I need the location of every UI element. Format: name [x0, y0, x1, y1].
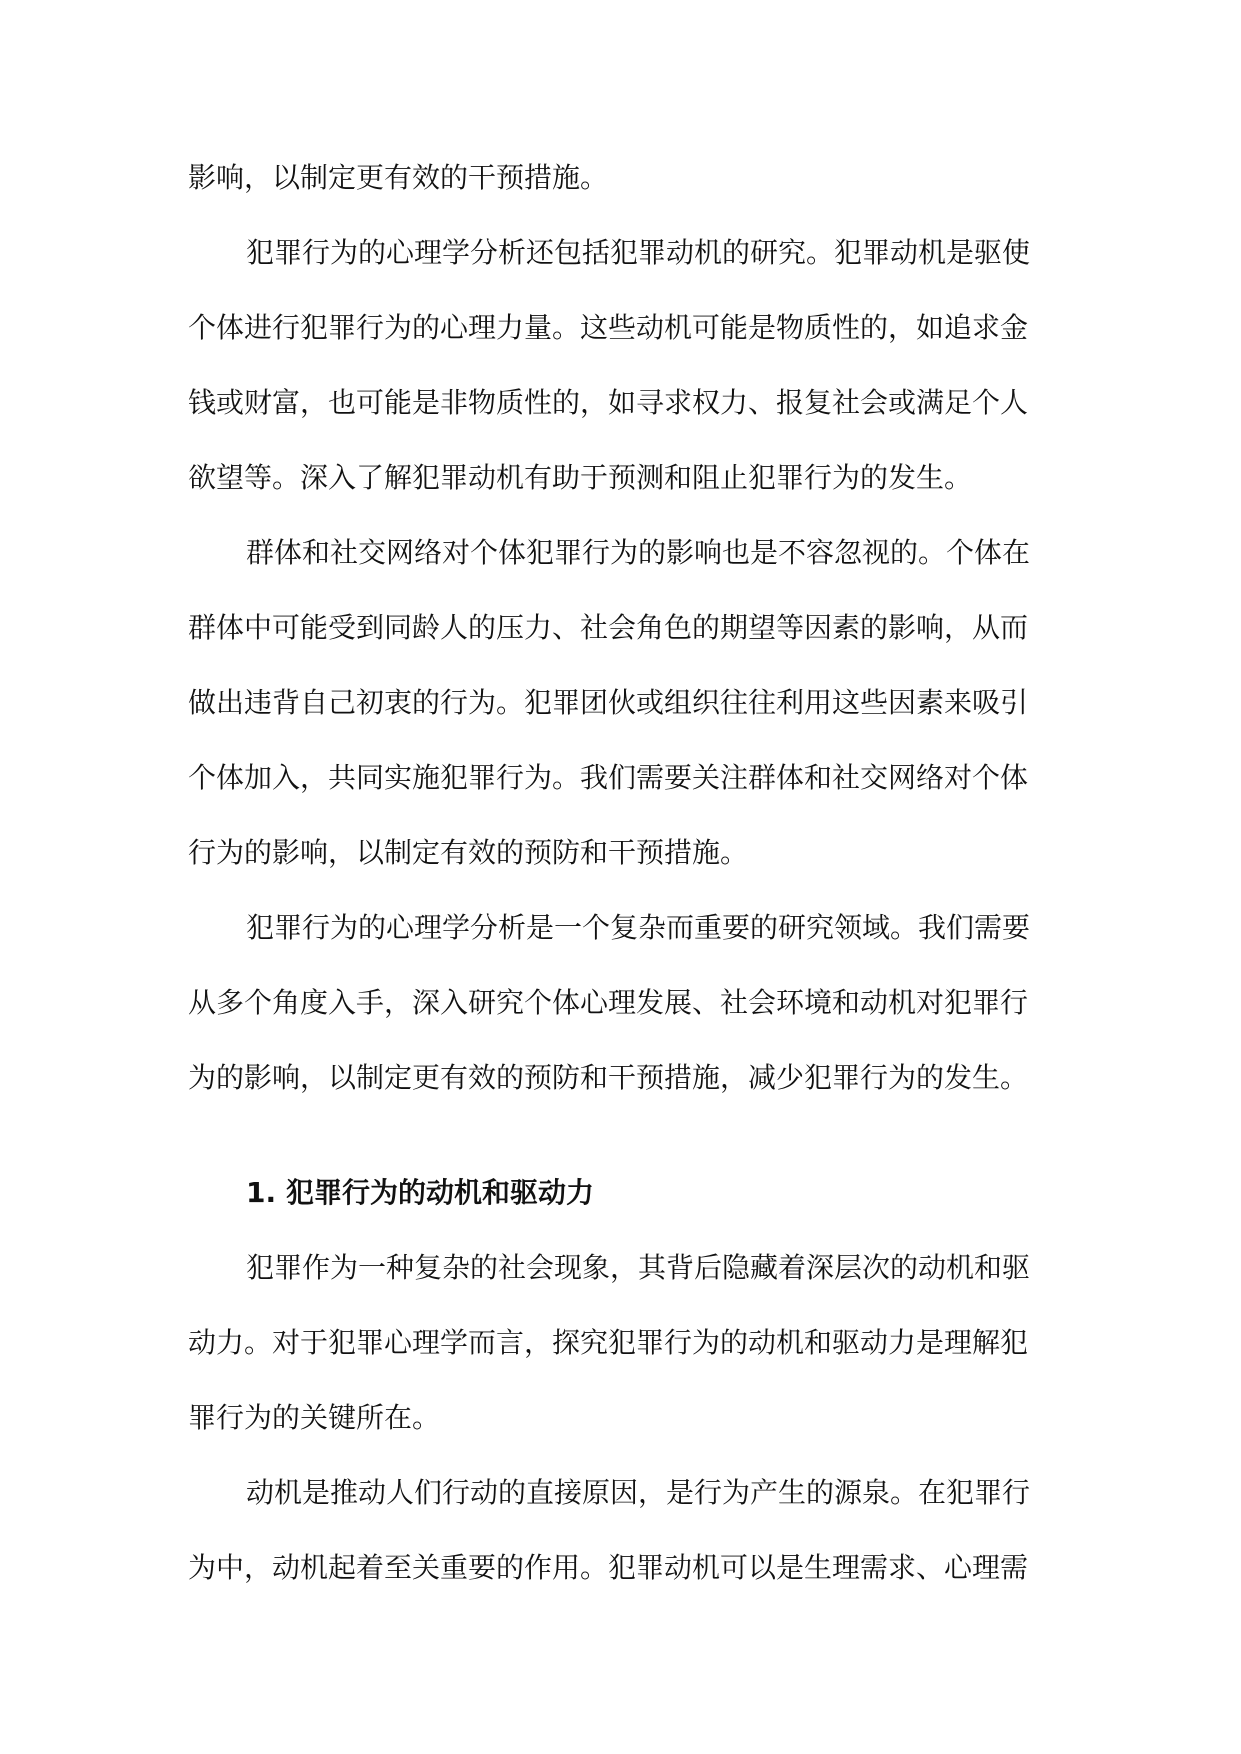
text-line: 行为的影响，以制定有效的预防和干预措施。: [188, 836, 749, 869]
section-number: 1.: [246, 1176, 277, 1209]
text-line: 钱或财富，也可能是非物质性的，如寻求权力、报复社会或满足个人: [188, 386, 1029, 419]
text-line: 个体加入，共同实施犯罪行为。我们需要关注群体和社交网络对个体: [188, 761, 1029, 794]
section-title: 犯罪行为的动机和驱动力: [286, 1176, 595, 1209]
section-heading: [246, 1155, 594, 1230]
text-line: 动力。对于犯罪心理学而言，探究犯罪行为的动机和驱动力是理解犯: [188, 1326, 1029, 1359]
text-line: 做出违背自己初衷的行为。犯罪团伙或组织往往利用这些因素来吸引: [188, 686, 1029, 719]
paragraph-1: [188, 215, 1052, 515]
text-line: 从多个角度入手，深入研究个体心理发展、社会环境和动机对犯罪行: [188, 986, 1029, 1019]
paragraph-2: [188, 515, 1052, 890]
text-line: 犯罪行为的心理学分析是一个复杂而重要的研究领域。我们需要: [246, 911, 1031, 944]
text-line: 为的影响，以制定更有效的预防和干预措施，减少犯罪行为的发生。: [188, 1061, 1029, 1094]
text-line: 犯罪行为的心理学分析还包括犯罪动机的研究。犯罪动机是驱使: [246, 236, 1031, 269]
text-line: 为中，动机起着至关重要的作用。犯罪动机可以是生理需求、心理需: [188, 1551, 1029, 1584]
paragraph-5: [188, 1455, 1052, 1605]
text-line: 欲望等。深入了解犯罪动机有助于预测和阻止犯罪行为的发生。: [188, 461, 973, 494]
text-line: 犯罪作为一种复杂的社会现象，其背后隐藏着深层次的动机和驱: [246, 1251, 1031, 1284]
paragraph-4: [188, 1230, 1052, 1455]
text-line: 群体中可能受到同龄人的压力、社会角色的期望等因素的影响，从而: [188, 611, 1029, 644]
text-line: 动机是推动人们行动的直接原因，是行为产生的源泉。在犯罪行: [246, 1476, 1031, 1509]
text-line: 罪行为的关键所在。: [188, 1401, 441, 1434]
paragraph-3: [188, 890, 1052, 1115]
text-line: 个体进行犯罪行为的心理力量。这些动机可能是物质性的，如追求金: [188, 311, 1029, 344]
text-line: 群体和社交网络对个体犯罪行为的影响也是不容忽视的。个体在: [246, 536, 1031, 569]
paragraph-0: [188, 140, 1052, 215]
text-line: 影响，以制定更有效的干预措施。: [188, 161, 609, 194]
